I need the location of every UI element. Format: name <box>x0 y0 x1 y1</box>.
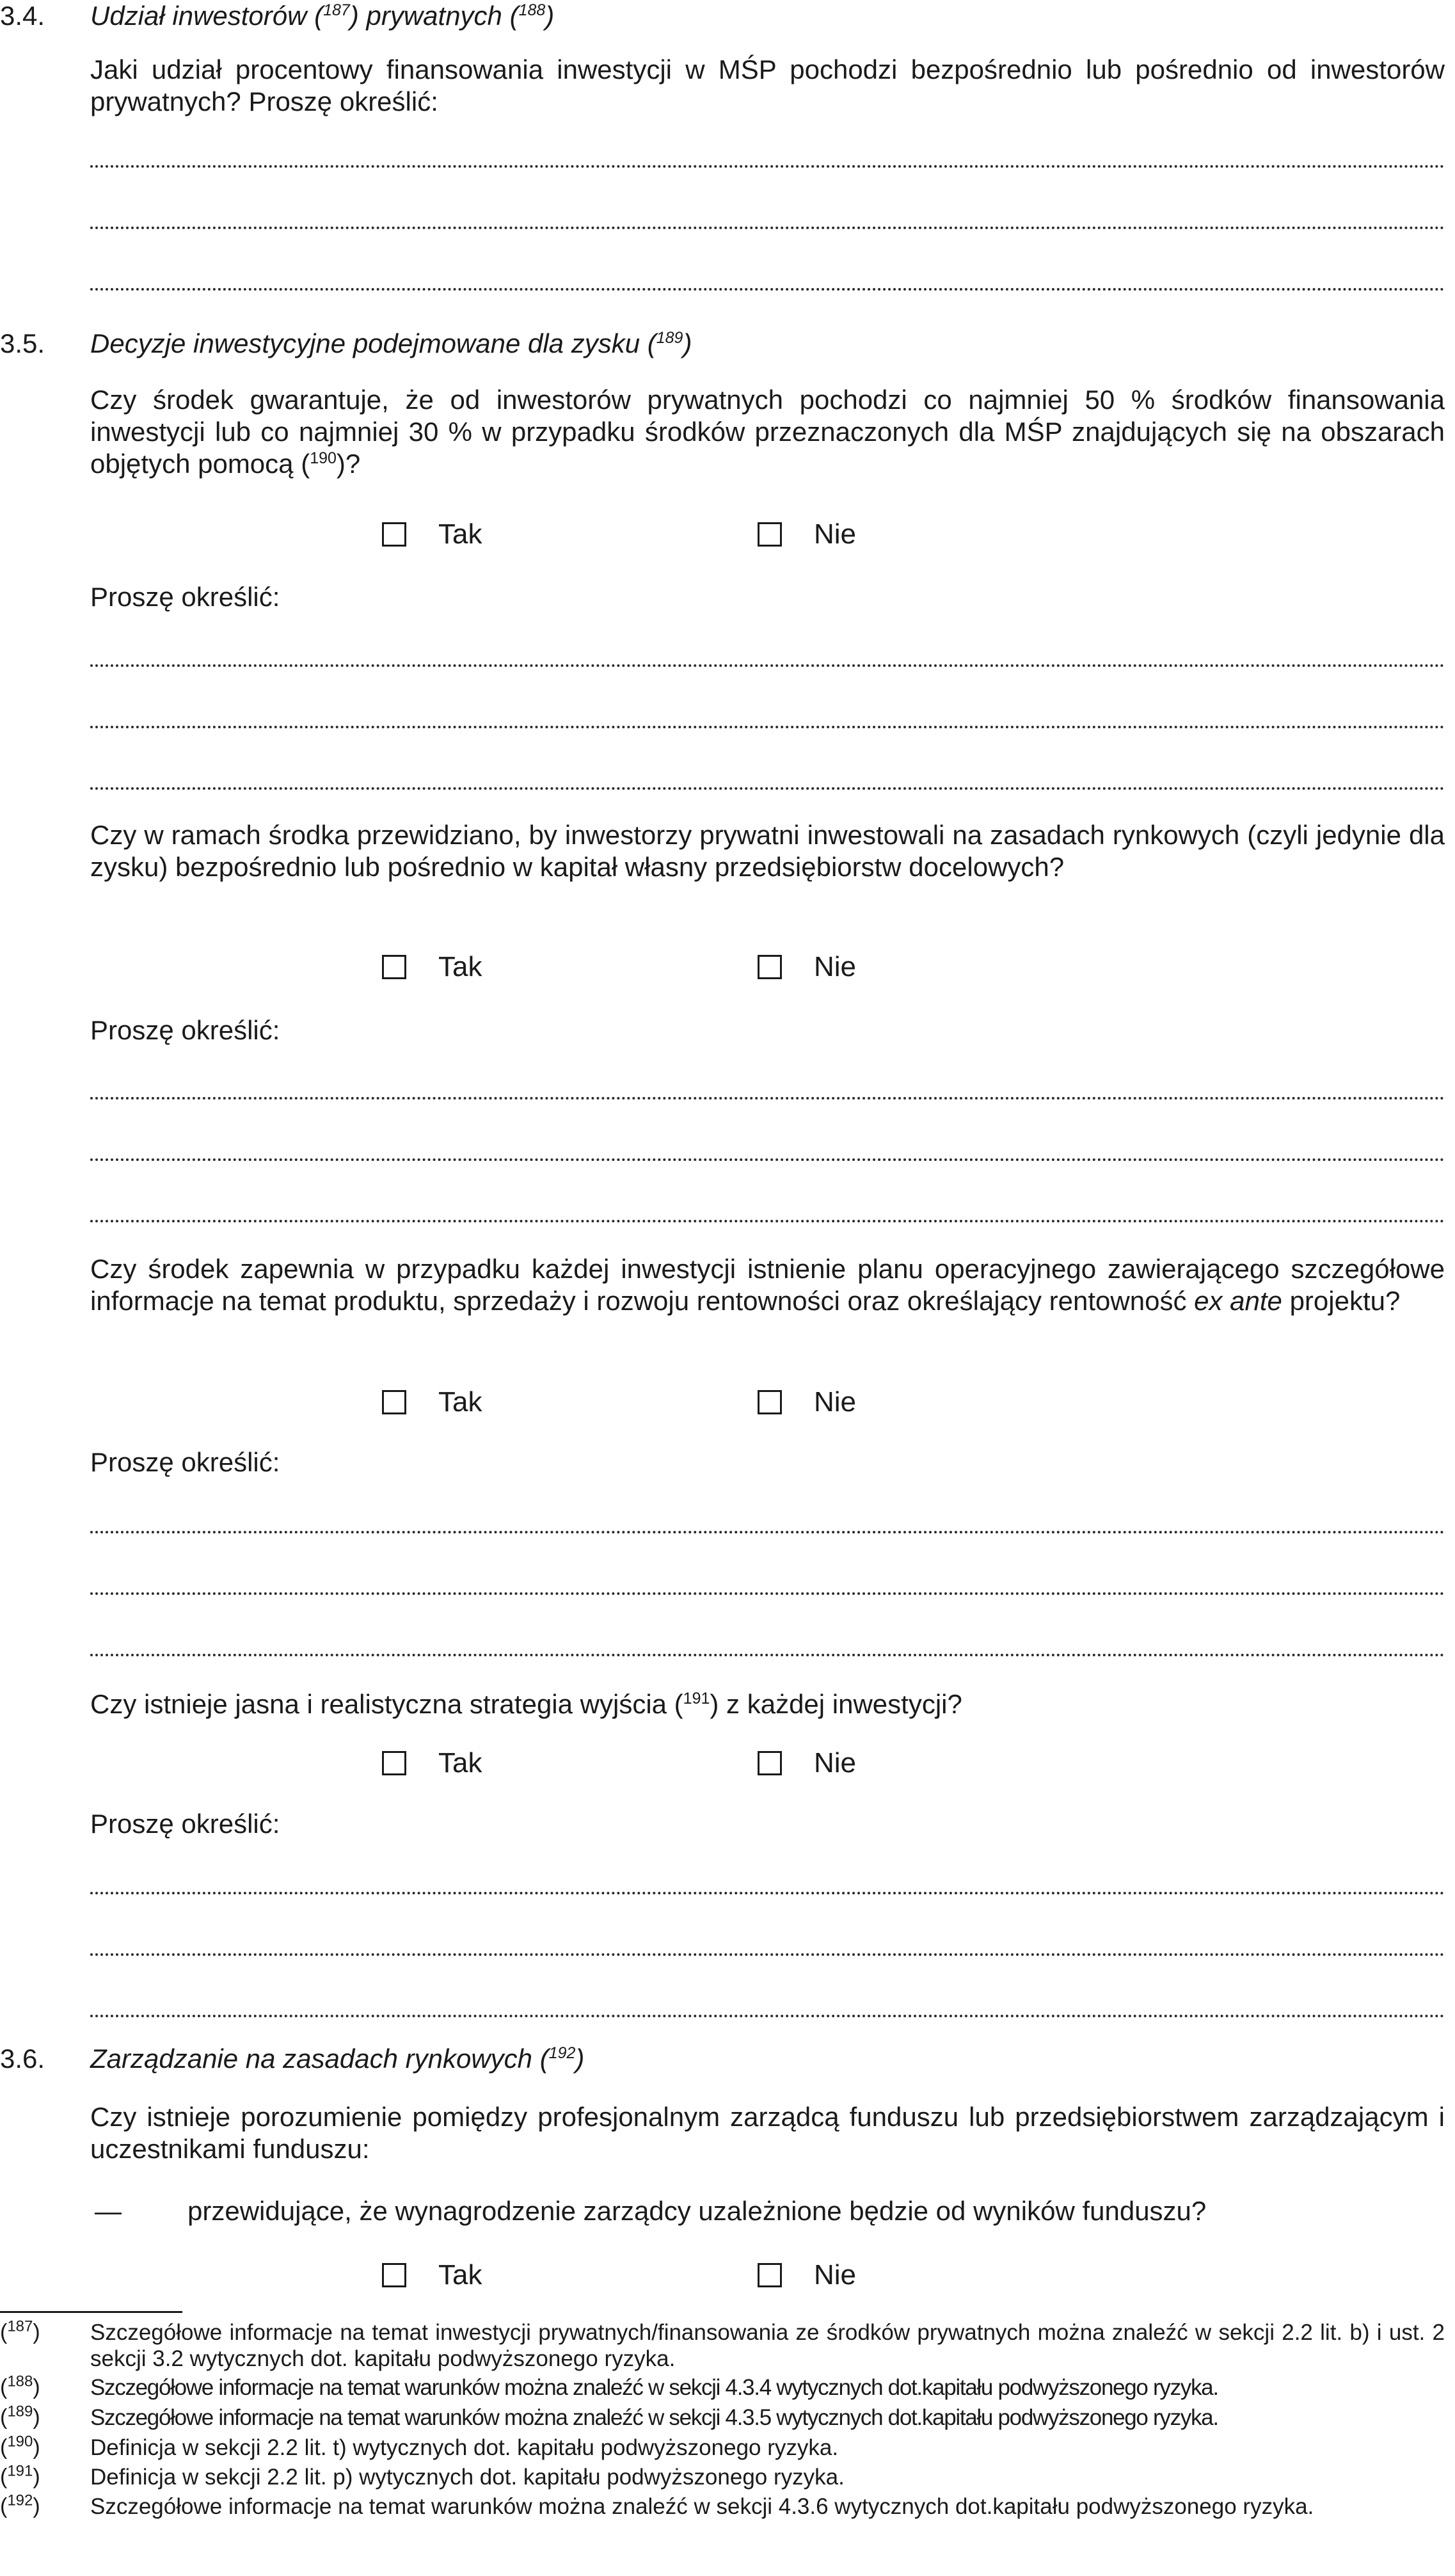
checkbox-yes-label: Tak <box>438 1386 482 1418</box>
footnote-text: Definicja w sekcji 2.2 lit. p) wytycznych dot. kapitału podwyższonego ryzyka. <box>90 2465 845 2490</box>
list-item-3-6: przewidujące, że wynagrodzenie zarządcy uzależnione będzie od wyników funduszu? <box>187 2196 1207 2226</box>
checkbox-yes-label: Tak <box>438 518 482 550</box>
answer-line[interactable] <box>90 1654 1445 1656</box>
checkbox-yes-label: Tak <box>438 1747 482 1779</box>
checkbox-yes[interactable] <box>382 955 406 979</box>
footnote-number: ($^{190}$) <box>0 2433 40 2460</box>
question-3-6: Czy istnieje porozumienie pomiędzy profesjonalnym zarządcą funduszu lub przedsiębiorstwem zarządzającym i uczestnikami funduszu: <box>90 2102 1445 2164</box>
answer-line[interactable] <box>90 1158 1445 1161</box>
footnote-ref-192: 192 <box>548 2044 576 2062</box>
answer-line[interactable] <box>90 664 1445 667</box>
specify-label: Proszę określić: <box>90 582 280 612</box>
checkbox-yes[interactable] <box>382 2263 406 2287</box>
footnote-ref-187: 187 <box>323 1 350 19</box>
specify-label: Proszę określić: <box>90 1809 280 1839</box>
specify-label: Proszę określić: <box>90 1447 280 1477</box>
checkbox-yes[interactable] <box>382 522 406 547</box>
checkbox-no-label: Nie <box>814 2259 857 2291</box>
checkbox-no-label: Nie <box>814 1747 857 1779</box>
checkbox-no[interactable] <box>758 955 782 979</box>
list-dash: — <box>95 2196 122 2226</box>
answer-line[interactable] <box>90 1592 1445 1595</box>
answer-line[interactable] <box>90 1953 1445 1956</box>
answer-line[interactable] <box>90 1892 1445 1894</box>
answer-line[interactable] <box>90 726 1445 728</box>
checkbox-no[interactable] <box>758 1751 782 1775</box>
question-3-5-2: Czy w ramach środka przewidziano, by inwestorzy prywatni inwestowali na zasadach rynkowych (czyli jedynie dla zysku) bezpośrednio lub pośrednio w kapitał własny przedsiębiorstw docelowych? <box>90 820 1445 882</box>
footnote-number: ($^{189}$) <box>0 2403 40 2429</box>
answer-line[interactable] <box>90 165 1445 168</box>
question-3-4: Jaki udział procentowy finansowania inwestycji w MŚP pochodzi bezpośrednio lub pośrednio od inwestorów prywatnych? Proszę określić: <box>90 54 1445 116</box>
footnote-text: Szczegółowe informacje na temat warunków można znaleźć w sekcji 4.3.4 wytycznych dot.kapitału podwyższonego ryzyka. <box>90 2375 1218 2400</box>
question-3-5-4: Czy istnieje jasna i realistyczna strategia wyjścia ($^{191}$) z każdej inwestycji? <box>90 1689 962 1719</box>
footnote-text: Definicja w sekcji 2.2 lit. t) wytycznych dot. kapitału podwyższonego ryzyka. <box>90 2435 839 2460</box>
checkbox-no[interactable] <box>758 2263 782 2287</box>
checkbox-no-label: Nie <box>814 951 857 982</box>
footnote-text: Szczegółowe informacje na temat inwestycji prywatnych/finansowania ze środków prywatnych można znaleźć w sekcji 2.2 lit. b) i ust. 2 sekcji 3.2 wytycznych dot. kapitału podwyższonego ryzyka. <box>90 2320 1445 2371</box>
footnote-text: Szczegółowe informacje na temat warunków można znaleźć w sekcji 4.3.6 wytycznych dot.kapitału podwyższonego ryzyka. <box>90 2494 1314 2519</box>
answer-line[interactable] <box>90 2015 1445 2017</box>
checkbox-yes-label: Tak <box>438 2259 482 2291</box>
section-title-3-4: Udział inwestorów ($^{187}$) prywatnych ($^{188}$) <box>90 1 555 31</box>
footnote-ref-190: 190 <box>310 449 337 467</box>
section-number-3-6: 3.6. <box>0 2044 45 2074</box>
footnote-number: ($^{187}$) <box>0 2317 40 2344</box>
answer-line[interactable] <box>90 288 1445 291</box>
footnote-text: Szczegółowe informacje na temat warunków można znaleźć w sekcji 4.3.5 wytycznych dot.kapitału podwyższonego ryzyka. <box>90 2405 1218 2430</box>
checkbox-yes[interactable] <box>382 1751 406 1775</box>
answer-line[interactable] <box>90 227 1445 229</box>
section-title-3-6: Zarządzanie na zasadach rynkowych ($^{192}$) <box>90 2044 585 2074</box>
answer-line[interactable] <box>90 787 1445 790</box>
checkbox-yes-label: Tak <box>438 951 482 982</box>
footnote-number: ($^{188}$) <box>0 2372 40 2399</box>
checkbox-no-label: Nie <box>814 518 857 550</box>
section-title-3-5: Decyzje inwestycyjne podejmowane dla zysku ($^{189}$) <box>90 328 692 358</box>
checkbox-no-label: Nie <box>814 1386 857 1418</box>
footnote-ref-191: 191 <box>683 1690 710 1708</box>
question-3-5-1: Czy środek gwarantuje, że od inwestorów prywatnych pochodzi co najmniej 50 % środków finansowania inwestycji lub co najmniej 30 % w przypadku środków przeznaczonych dla MŚP znajdujących się na obszarach objętych pomocą ($^{190}$)? <box>90 385 1445 479</box>
footnote-number: ($^{191}$) <box>0 2462 40 2489</box>
footnote-number: ($^{192}$) <box>0 2492 40 2518</box>
answer-line[interactable] <box>90 1220 1445 1222</box>
footnote-ref-189: 189 <box>656 329 683 347</box>
checkbox-no[interactable] <box>758 1390 782 1414</box>
footnote-separator <box>0 2311 182 2313</box>
footnote-ref-188: 188 <box>518 1 546 19</box>
section-number-3-4: 3.4. <box>0 1 45 31</box>
checkbox-yes[interactable] <box>382 1390 406 1414</box>
section-number-3-5: 3.5. <box>0 328 45 358</box>
answer-line[interactable] <box>90 1097 1445 1100</box>
checkbox-no[interactable] <box>758 522 782 547</box>
answer-line[interactable] <box>90 1531 1445 1533</box>
specify-label: Proszę określić: <box>90 1015 280 1045</box>
question-3-5-3: Czy środek zapewnia w przypadku każdej inwestycji istnienie planu operacyjnego zawierającego szczegółowe informacje na temat produktu, sprzedaży i rozwoju rentowności oraz określający rentowność ex ante projektu? <box>90 1254 1445 1316</box>
